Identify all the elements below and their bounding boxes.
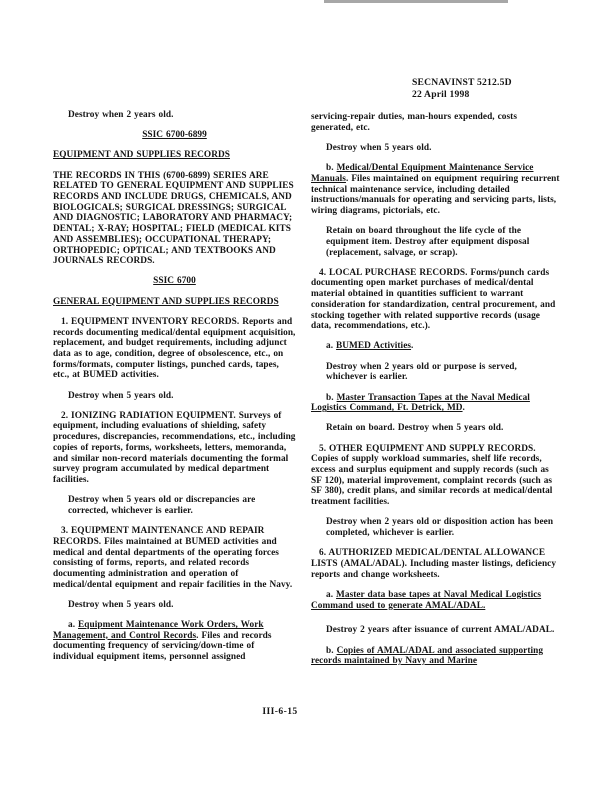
disposition-instruction [311, 517, 560, 538]
underlined-text-run: Master Transaction Tapes at the Naval Medical Logistics Command, Ft. Detrick, MD [311, 392, 530, 414]
text-run: . [462, 403, 465, 414]
underlined-text-run: Copies of AMAL/ADAL and associated supporting records maintained by Navy and Marine [311, 645, 544, 667]
disposition-instruction [311, 625, 560, 636]
text-run: a. [326, 589, 337, 600]
text-run: Destroy when 5 years old or discrepancies are corrected, whichever is earlier. [68, 495, 256, 516]
text-run: a. [326, 341, 337, 352]
disposition-instruction [311, 362, 560, 383]
lettered-subitem [53, 620, 296, 663]
disposition-instruction [311, 143, 560, 154]
lettered-subitem [311, 163, 560, 217]
text-run: b. [326, 392, 337, 403]
directive-number: SECNAVINST 5212.5D [412, 77, 512, 88]
text-run: Destroy when 5 years old. [326, 142, 432, 153]
lettered-subitem [311, 590, 560, 611]
text-run: . [411, 341, 414, 352]
ssic-heading [53, 276, 296, 287]
text-run: b. [326, 645, 337, 656]
text-run: Destroy when 5 years old. [68, 390, 174, 401]
underlined-text-run: EQUIPMENT AND SUPPLIES RECORDS [53, 150, 230, 161]
text-run: Destroy when 2 years old or purpose is served, whichever is earlier. [326, 361, 517, 383]
text-run: Retain on board throughout the life cycle of the equipment item. Destroy after equipment disposal (replacement, salvage, or scrap). [326, 226, 530, 258]
text-run: Destroy when 5 years old. [68, 599, 174, 610]
text-run: . Files maintained on equipment requiring recurrent technical maintenance service, including detailed instructions/manuals for operating and servicing parts, lists, wiring diagrams, pictorials, etc. [311, 173, 560, 216]
ssic-heading [53, 130, 296, 141]
directive-date: 22 April 1998 [412, 89, 470, 100]
right-column [311, 112, 560, 676]
text-run: THE RECORDS IN THIS (6700-6899) SERIES ARE RELATED TO GENERAL EQUIPMENT AND SUPPLIES RECORDS AND INCLUDE DRUGS, CHEMICALS, AND BIOLOGICALS; SURGICAL DRESSINGS; SURGICAL AND DIAGNOSTIC; LABORATORY AND PHARMACY; DENTAL; X-RAY; HOSPITAL; FIELD (MEDICAL KITS AND ASSEMBLIES); OCCUPATIONAL THERAPY; ORTHOPEDIC; OPTICAL; AND TEXTBOOKS AND JOURNALS RECORDS. [53, 170, 294, 267]
underlined-text-run: Medical/Dental Equipment Maintenance Service Manuals [311, 163, 534, 184]
continued-paragraph [53, 171, 296, 267]
text-run: 6. AUTHORIZED MEDICAL/DENTAL ALLOWANCE LISTS (AMAL/ADAL). Including master listings, deficiency reports and change worksheets. [311, 548, 557, 580]
numbered-item [53, 526, 296, 590]
text-run: 2. IONIZING RADIATION EQUIPMENT. Surveys of equipment, including evaluations of shielding, safety procedures, discrepancies, recommendations, etc., including copies of reports, forms, worksheets, letters, memoranda, and similar non-record materials documenting the formal survey program accumulated by medical department facilities. [53, 410, 296, 485]
numbered-item [311, 444, 560, 508]
text-run: b. [326, 163, 337, 174]
section-heading [53, 150, 296, 161]
numbered-item [53, 317, 296, 381]
text-run: Destroy when 2 years old. [68, 110, 174, 120]
disposition-instruction [53, 600, 296, 611]
page-number: III-6-15 [262, 706, 298, 717]
disposition-instruction [53, 391, 296, 402]
continued-paragraph [311, 112, 560, 133]
underlined-text-run: SSIC 6700 [153, 276, 196, 287]
numbered-item [311, 268, 560, 332]
disposition-instruction [53, 495, 296, 516]
text-run: 5. OTHER EQUIPMENT AND SUPPLY RECORDS. Copies of supply workload summaries, shelf life records, excess and surplus equipment and supply records (such as SF 120), material improvement, complaint records (such as SF 380), credit plans, and similar records at medical/dental treatment facilities. [311, 443, 553, 508]
numbered-item [311, 548, 560, 580]
section-heading [53, 297, 296, 308]
underlined-text-run: Equipment Maintenance Work Orders, Work Management, and Control Records [53, 620, 264, 641]
text-run: 4. LOCAL PURCHASE RECORDS. Forms/punch cards documenting open market purchases of medical/dental material obtained in quantities sufficient to warrant consideration for standardization, central procurement, and stocking together with related supportive records (usage data, recommendations, etc.). [311, 267, 556, 332]
lettered-subitem [311, 341, 560, 352]
text-run: . Files and records documenting frequency of servicing/down-time of individual equipment items, personnel assigned [53, 630, 272, 663]
underlined-text-run: SSIC 6700-6899 [142, 130, 207, 141]
text-run: Destroy 2 years after issuance of current AMAL/ADAL. [326, 625, 555, 636]
underlined-text-run: GENERAL EQUIPMENT AND SUPPLIES RECORDS [53, 296, 279, 307]
lettered-subitem [311, 646, 560, 667]
lettered-subitem [311, 393, 560, 414]
text-run: 3. EQUIPMENT MAINTENANCE AND REPAIR RECORDS. Files maintained at BUMED activities and medical and dental departments of the operating forces consisting of forms, reports, and related records documenting administration and operation of medical/dental equipment and repair facilities in the Navy. [53, 526, 293, 590]
numbered-item [53, 411, 296, 486]
underlined-text-run: Master data base tapes at Naval Medical Logistics Command used to generate AMAL/ADAL. [311, 589, 542, 611]
scan-artifact-bar [324, 0, 508, 3]
disposition-instruction [53, 110, 296, 121]
text-run: servicing-repair duties, man-hours expended, costs generated, etc. [311, 112, 517, 133]
text-run: Retain on board. Destroy when 5 years old. [326, 423, 504, 434]
text-run: 1. EQUIPMENT INVENTORY RECORDS. Reports and records documenting medical/dental equipment acquisition, replacement, and budget requirements, including adjunct data as to age, condition, degree of obsolescence, etc., on forms/formats, computer listings, punched cards, tapes, etc., at BUMED activities. [53, 316, 296, 381]
disposition-instruction [311, 226, 560, 258]
disposition-instruction [311, 423, 560, 434]
left-column [53, 110, 296, 672]
text-run: Destroy when 2 years old or disposition action has been completed, whichever is earlier. [326, 517, 554, 539]
underlined-text-run: BUMED Activities [336, 341, 412, 352]
document-header [412, 77, 512, 101]
text-run: a. [68, 620, 79, 631]
